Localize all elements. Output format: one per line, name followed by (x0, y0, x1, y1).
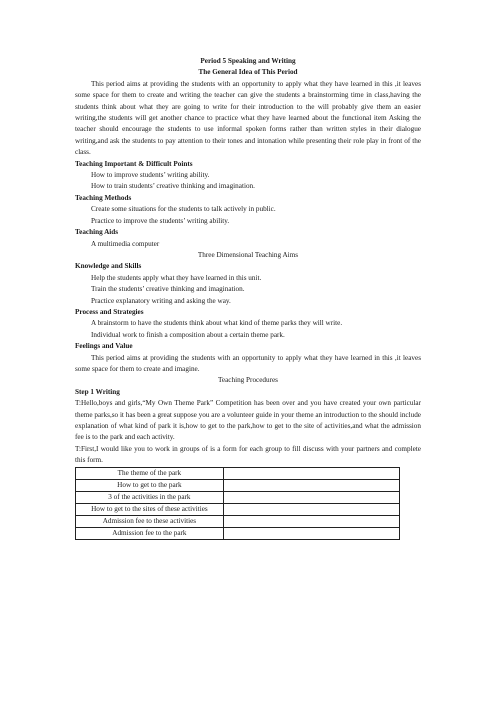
aid-item: A multimedia computer (91, 239, 160, 248)
table-cell-label: How to get to the sites of these activities (76, 503, 224, 515)
page-title: Period 5 Speaking and Writing (200, 57, 296, 65)
table-cell-blank[interactable] (223, 467, 399, 479)
table-row (76, 503, 400, 515)
table-cell-label: How to get to the park (76, 479, 224, 491)
heading-aids: Teaching Aids (75, 228, 119, 237)
heading-feelings: Feelings and Value (75, 342, 133, 351)
table-row (76, 479, 400, 491)
teacher-line: T:Hello,boys and girls,“My Own Theme Park” Competition has been over and you have created your own particular theme parks,so it has been a great suppose you are a volunteer guide in your theme an introduction to the should include explanation of what kind of park it is,how to get to the park,how to get to the site of activities,and what the admission fee is to the park and each activity. (75, 399, 421, 442)
process-item: A brainstorm to have the students think about what kind of theme parks they will write. (91, 319, 343, 328)
point-item: How to train students’ creative thinking and imagination. (91, 182, 255, 191)
park-form-table (75, 467, 400, 540)
knowledge-item: Train the students’ creative thinking and imagination. (91, 285, 245, 294)
table-row (76, 491, 400, 503)
teacher-line: T:First,I would like you to work in groups of is a form for each group to fill discuss with your partners and complete this form. (75, 444, 421, 465)
feelings-paragraph: This period aims at providing the students with an opportunity to apply what they have learned in this ,it leaves some space for them to create and imagine. (75, 353, 421, 373)
knowledge-item: Help the students apply what they have learned in this unit. (91, 273, 262, 282)
table-cell-blank[interactable] (223, 515, 399, 527)
table-cell-label: Admission fee to the park (76, 527, 224, 539)
table-cell-label: The theme of the park (76, 467, 224, 479)
heading-process: Process and Strategies (75, 307, 144, 316)
heading-points: Teaching Important & Difficult Points (75, 159, 193, 168)
method-item: Practice to improve the students’ writing ability. (91, 216, 230, 225)
knowledge-item: Practice explanatory writing and asking the way. (91, 296, 231, 305)
aims-title: Three Dimensional Teaching Aims (197, 250, 299, 259)
process-item: Individual work to finish a composition about a certain theme park. (91, 330, 285, 339)
table-row (76, 467, 400, 479)
table-cell-blank[interactable] (223, 479, 399, 491)
method-item: Create some situations for the students to talk actively in public. (91, 205, 276, 214)
procedures-title: Teaching Procedures (218, 376, 278, 385)
intro-paragraph: This period aims at providing the students with an opportunity to apply what they have learned in this ,it leaves some space for them to create and writing the teacher can give the students a brainstorming time in class,having the students think about what they are going to write for their introduction to the will probably give them an easier writing,the students will get another chance to practice what they have learned about the functional item Asking the teacher should encourage the students to use informal spoken forms rather than written styles in their dialogue writing,and ask the students to pay attention to their tones and intonation while presenting their role play in front of the class. (75, 79, 421, 157)
table-cell-label: 3 of the activities in the park (76, 491, 224, 503)
table-cell-blank[interactable] (223, 527, 399, 539)
table-cell-blank[interactable] (223, 491, 399, 503)
heading-methods: Teaching Methods (75, 193, 132, 202)
point-item: How to improve students’ writing ability. (91, 171, 210, 180)
step-heading: Step 1 Writing (75, 387, 120, 396)
table-row (76, 515, 400, 527)
table-row (76, 527, 400, 539)
page-subtitle: The General Idea of This Period (198, 68, 298, 77)
table-cell-blank[interactable] (223, 503, 399, 515)
document-page (75, 56, 421, 540)
heading-knowledge: Knowledge and Skills (75, 262, 142, 271)
table-cell-label: Admission fee to these activities (76, 515, 224, 527)
